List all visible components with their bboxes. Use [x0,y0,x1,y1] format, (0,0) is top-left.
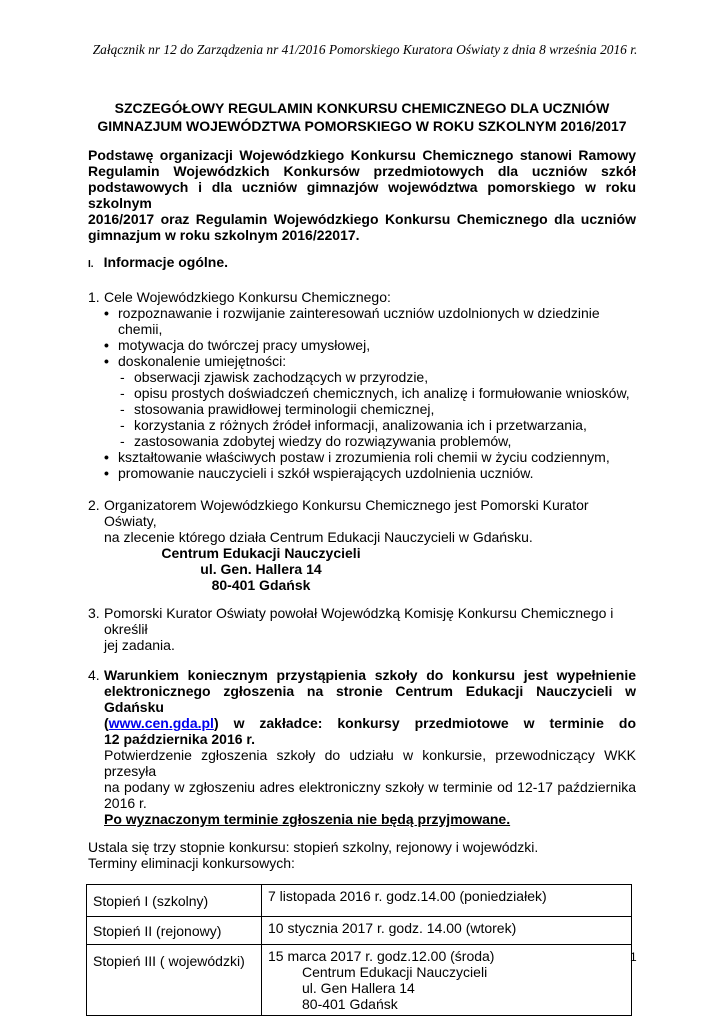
cen-website-link[interactable]: www.cen.gda.pl [108,715,214,731]
address-line: Centrum Edukacji Nauczycieli [161,545,361,561]
title-line: SZCZEGÓŁOWY REGULAMIN KONKURSU CHEMICZNEGO DLA UCZNIÓW [114,100,610,116]
item-2 [88,497,636,593]
item-number: 2. [88,497,100,513]
deadline-warning: Po wyznaczonym terminie zgłoszenia nie będą przyjmowane. [104,811,511,827]
table-row [87,945,632,1016]
item-line: jej zadania. [104,637,175,653]
terms-text: Terminy eliminacji konkursowych: [88,855,295,871]
section-heading [88,254,636,273]
item-line: Potwierdzenie zgłoszenia szkoły do udziału w konkursie, przewodniczący WKK przesyła [104,747,636,779]
skills-list [118,369,636,449]
address-line: 80-401 Gdańsk [211,577,311,593]
intro-line: Podstawę organizacji Wojewódzkiego Konkursu Chemicznego stanowi Ramowy [88,147,636,163]
date-cell [262,917,632,945]
item-3 [88,605,636,653]
paren: ( [104,715,109,731]
stage-cell: Stopień II (rejonowy) [87,917,262,945]
item-number: 1. [88,289,100,305]
date-line: ul. Gen Hallera 14 [302,980,415,996]
intro-line: podstawowych i dla uczniów gimnazjów województwa pomorskiego w roku szkolnym [88,179,636,211]
list-item: • motywacja do twórczej pracy umysłowej, [104,337,636,353]
item-text: ) w zakładce: konkursy przedmiotowe w terminie do [213,715,636,731]
list-item: - obserwacji zjawisk zachodzących w przyrodzie, [120,369,636,385]
title-line: GIMNAZJUM WOJEWÓDZTWA POMORSKIEGO W ROKU SZKOLNYM 2016/2017 [97,118,627,134]
document-body [88,0,636,1016]
stages-text: Ustala się trzy stopnie konkursu: stopień szkolny, rejonowy i wojewódzki. [88,839,539,855]
item-number: 3. [88,605,100,621]
date-line: Centrum Edukacji Nauczycieli [302,964,488,980]
item-line: Pomorski Kurator Oświaty powołał Wojewódzką Komisję Konkursu Chemicznego i określił [104,605,614,637]
item-text: Cele Wojewódzkiego Konkursu Chemicznego: [104,289,391,305]
date-line: 10 stycznia 2017 r. godz. 14.00 (wtorek) [268,920,517,936]
list-item: - korzystania z różnych źródeł informacji, analizowania ich i przetwarzania, [120,417,636,433]
item-line: na zlecenie którego działa Centrum Edukacji Nauczycieli w Gdańsku. [104,529,533,545]
table-row [87,885,632,917]
attachment-header: Załącznik nr 12 do Zarządzenia nr 41/2016 Pomorskiego Kuratora Oświaty z dnia 8 września 2016 r. [92,42,638,57]
date-line: 7 listopada 2016 r. godz.14.00 (poniedziałek) [268,888,547,904]
list-item [104,353,636,449]
list-item: • kształtowanie właściwych postaw i zrozumienia roli chemii w życiu codziennym, [104,449,636,465]
deadline-date: 12 października 2016 r. [104,731,255,747]
list-item: - zastosowania zdobytej wiedzy do rozwiązywania problemów, [120,433,636,449]
table-row [87,917,632,945]
intro-paragraph [88,147,636,243]
goals-list [88,305,636,481]
item-line: Organizatorem Wojewódzkiego Konkursu Chemicznego jest Pomorski Kurator Oświaty, [104,497,589,529]
schedule-table [86,884,632,1016]
section-number: I. [88,259,94,270]
list-item: • rozpoznawanie i rozwijanie zainteresowań uczniów uzdolnionych w dziedzinie chemii, [104,305,636,337]
intro-line: 2016/2017 oraz Regulamin Wojewódzkiego Konkursu Chemicznego dla uczniów [88,211,636,227]
section-title: Informacje ogólne. [103,254,229,270]
item-line: elektronicznego zgłoszenia na stronie Centrum Edukacji Nauczycieli w Gdańsku [104,683,636,715]
item-line: 2016 r. [104,795,147,811]
item-4 [88,667,636,827]
intro-line: Regulamin Wojewódzkich Konkursów przedmiotowych dla uczniów szkół [88,163,636,179]
stage-cell: Stopień I (szkolny) [87,885,262,917]
item-line: Warunkiem koniecznym przystąpienia szkoły do konkursu jest wypełnienie [104,667,636,683]
list-item: - stosowania prawidłowej terminologii chemicznej, [120,401,636,417]
item-line: na podany w zgłoszeniu adres elektroniczny szkoły w terminie od 12-17 października [104,779,636,795]
date-line: 15 marca 2017 r. godz.12.00 (środa) [268,948,495,964]
organizer-address [96,545,426,593]
item-1 [88,289,636,481]
address-line: ul. Gen. Hallera 14 [200,561,322,577]
document-title [88,99,636,135]
list-item: - opisu prostych doświadczeń chemicznych, ich analizę i formułowanie wniosków, [120,385,636,401]
list-item-text: doskonalenie umiejętności: [118,353,287,369]
date-line: 80-401 Gdańsk [302,996,398,1012]
page-number: 1 [630,950,637,964]
date-cell [262,945,632,1016]
date-cell [262,885,632,917]
item-line [104,715,636,731]
list-item: • promowanie nauczycieli i szkół wspierających uzdolnienia uczniów. [104,465,636,481]
item-number: 4. [88,667,100,683]
stage-cell: Stopień III ( wojewódzki) [87,945,262,1016]
intro-line: gimnazjum w roku szkolnym 2016/22017. [88,227,360,243]
